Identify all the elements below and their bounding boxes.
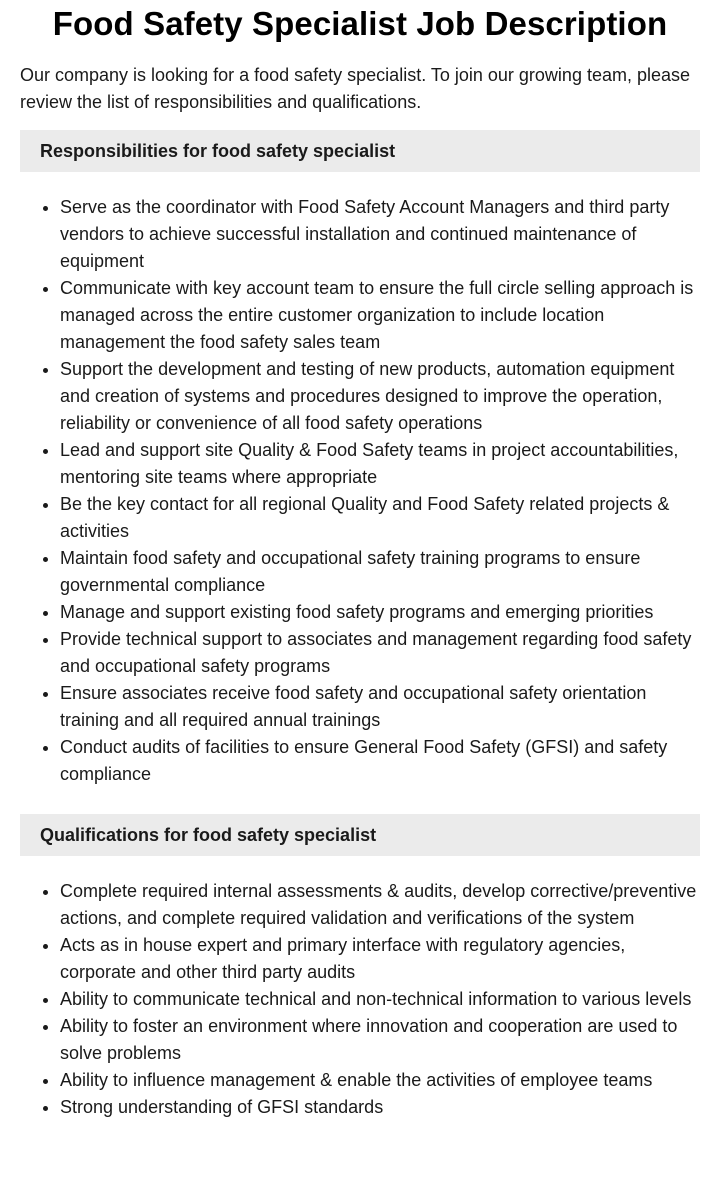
responsibilities-list bbox=[20, 194, 700, 788]
list-item: • Ability to influence management & enable the activities of employee teams bbox=[60, 1067, 700, 1094]
qualifications-list bbox=[20, 878, 700, 1121]
list-item: • Conduct audits of facilities to ensure General Food Safety (GFSI) and safety compliance bbox=[60, 734, 700, 788]
qualifications-heading: Qualifications for food safety specialist bbox=[20, 814, 700, 856]
list-item: • Ability to foster an environment where innovation and cooperation are used to solve problems bbox=[60, 1013, 700, 1067]
list-item: • Maintain food safety and occupational safety training programs to ensure governmental compliance bbox=[60, 545, 700, 599]
list-item: • Support the development and testing of new products, automation equipment and creation of systems and procedures designed to improve the operation, reliability or convenience of all food safety operations bbox=[60, 356, 700, 437]
list-item: • Be the key contact for all regional Quality and Food Safety related projects & activities bbox=[60, 491, 700, 545]
page-title: Food Safety Specialist Job Description bbox=[52, 5, 668, 42]
responsibilities-heading: Responsibilities for food safety specialist bbox=[20, 130, 700, 172]
list-item: • Provide technical support to associates and management regarding food safety and occupational safety programs bbox=[60, 626, 700, 680]
list-item: • Strong understanding of GFSI standards bbox=[60, 1094, 700, 1121]
list-item: • Ability to communicate technical and non-technical information to various levels bbox=[60, 986, 700, 1013]
list-item: • Lead and support site Quality & Food Safety teams in project accountabilities, mentoring site teams where appropriate bbox=[60, 437, 700, 491]
list-item: • Communicate with key account team to ensure the full circle selling approach is managed across the entire customer organization to include location management the food safety sales team bbox=[60, 275, 700, 356]
intro-paragraph: Our company is looking for a food safety specialist. To join our growing team, please review the list of responsibilities and qualifications. bbox=[20, 65, 691, 112]
list-item: • Serve as the coordinator with Food Safety Account Managers and third party vendors to achieve successful installation and continued maintenance of equipment bbox=[60, 194, 700, 275]
list-item: • Manage and support existing food safety programs and emerging priorities bbox=[60, 599, 700, 626]
list-item: • Acts as in house expert and primary interface with regulatory agencies, corporate and other third party audits bbox=[60, 932, 700, 986]
list-item: • Complete required internal assessments & audits, develop corrective/preventive actions, and complete required validation and verifications of the system bbox=[60, 878, 700, 932]
list-item: • Ensure associates receive food safety and occupational safety orientation training and all required annual trainings bbox=[60, 680, 700, 734]
